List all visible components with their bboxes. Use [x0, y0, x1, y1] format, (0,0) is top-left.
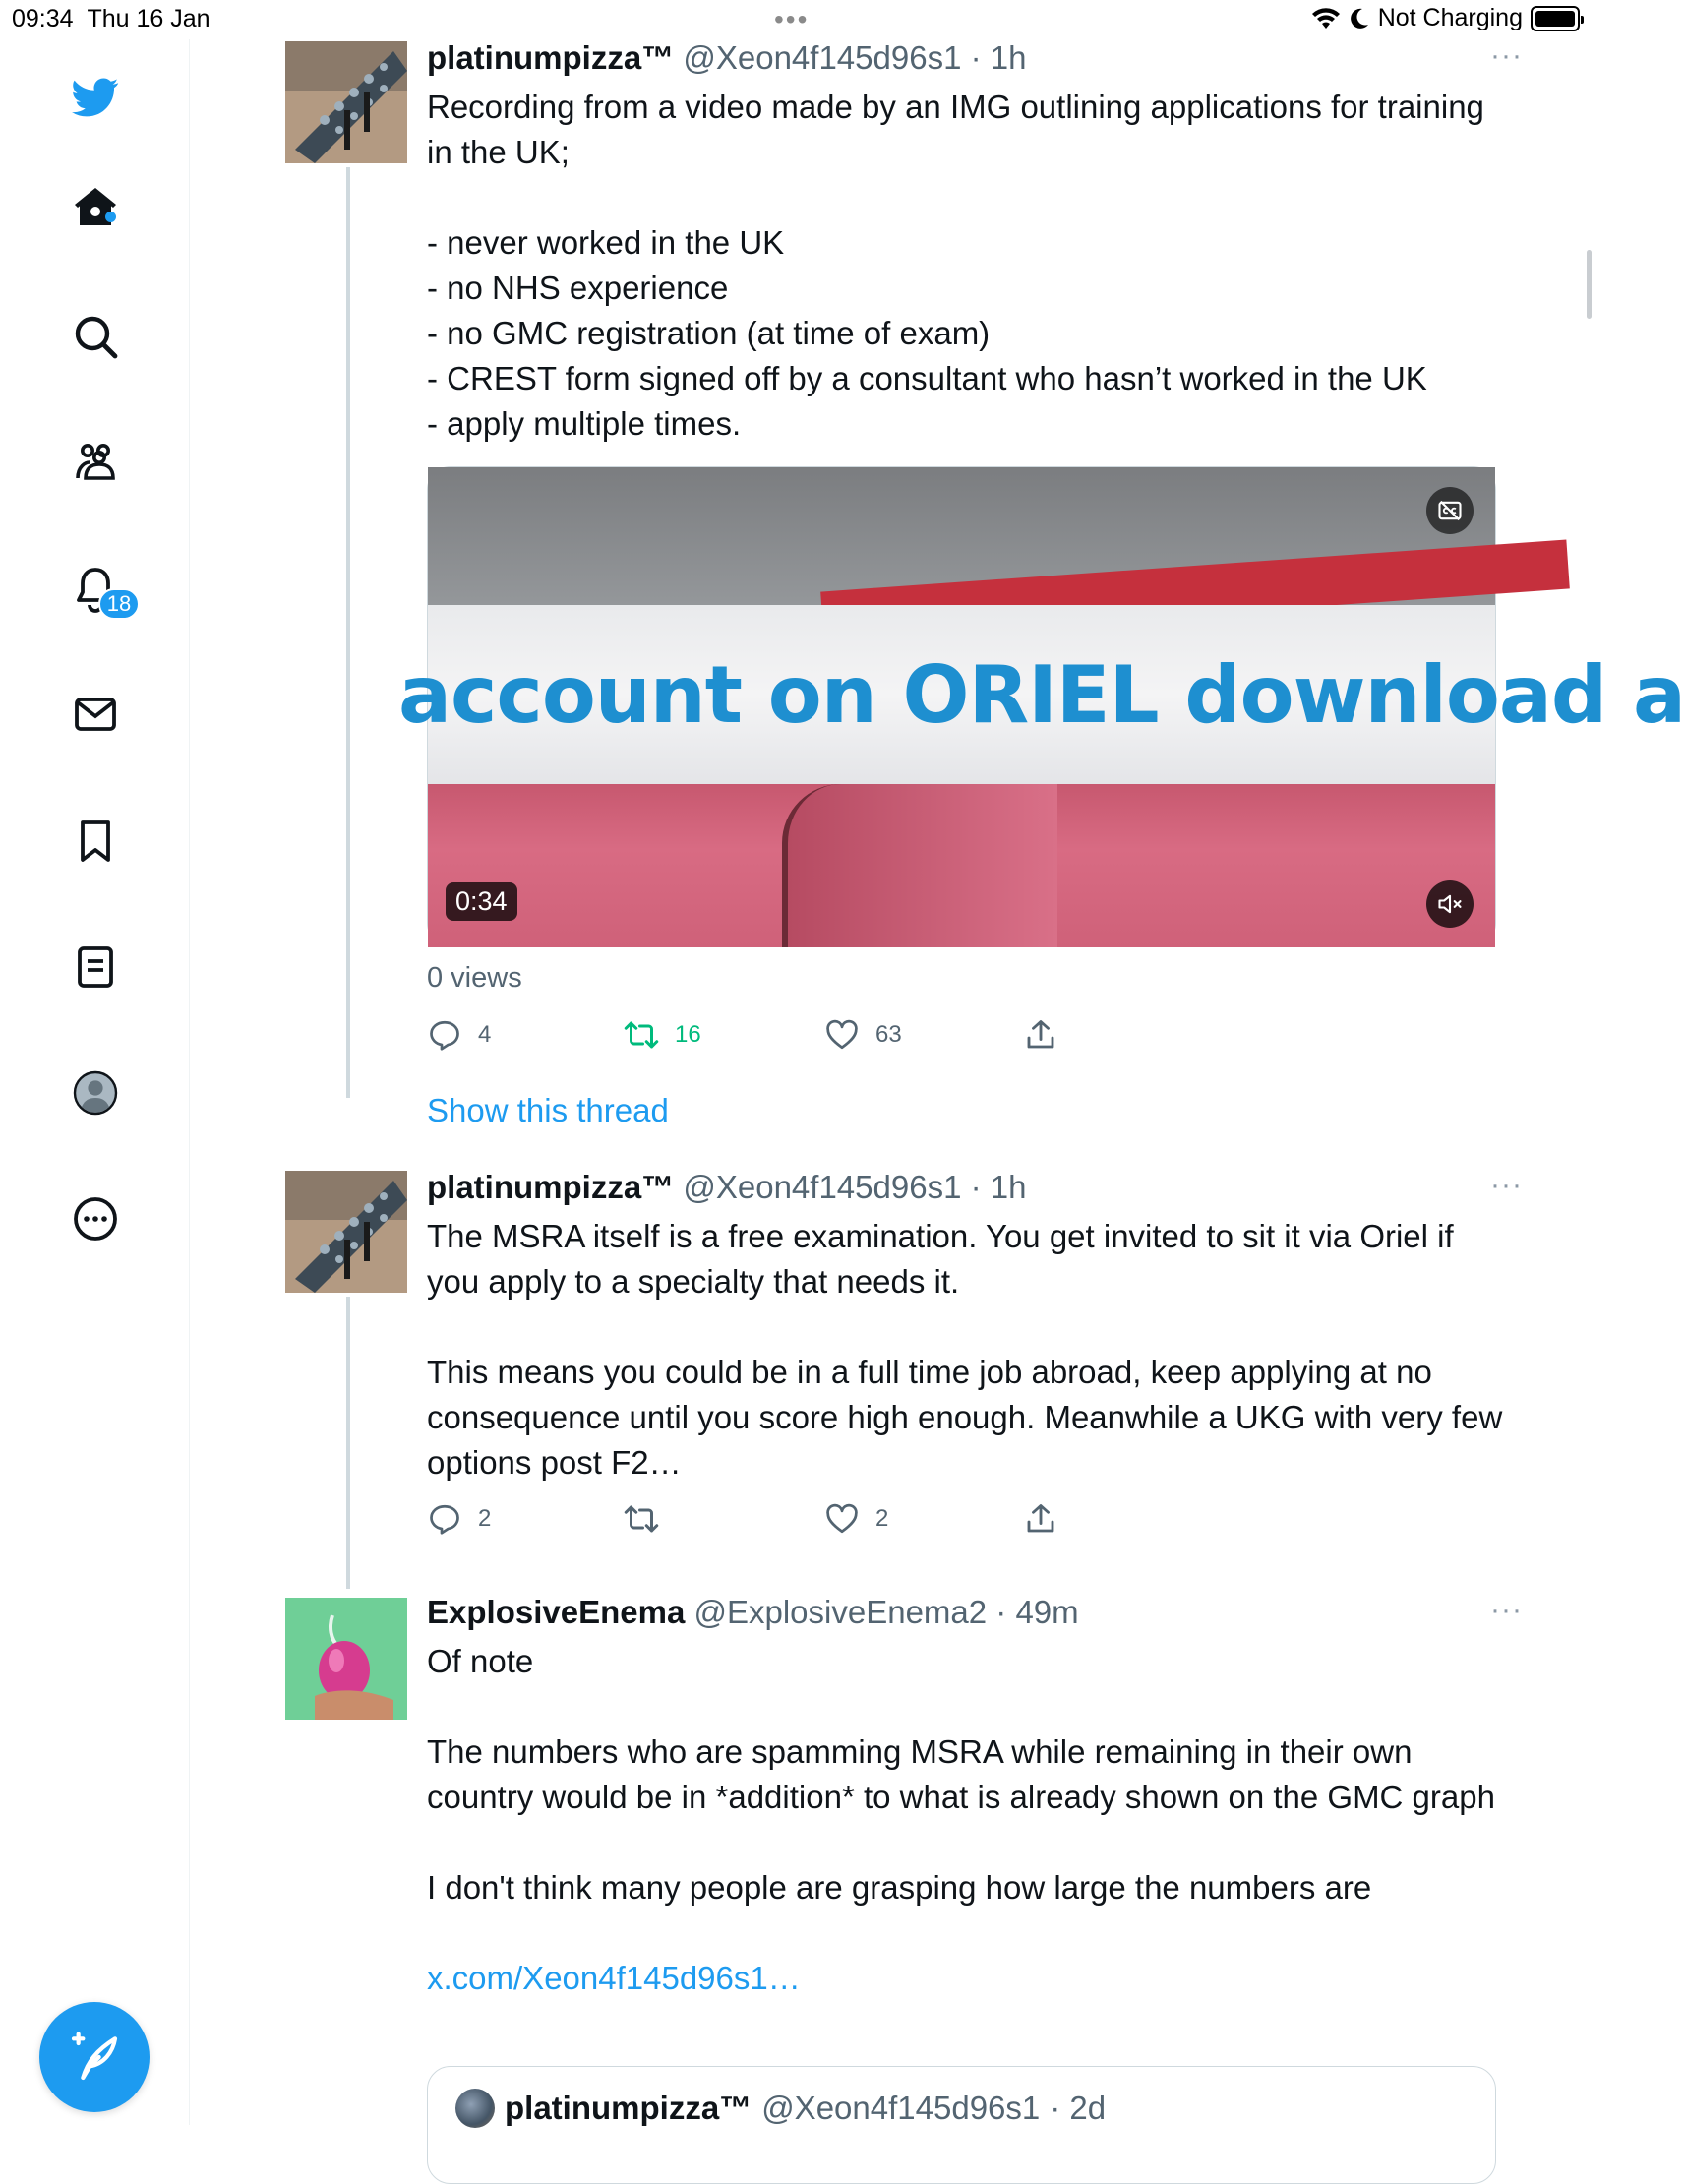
- more-circle-icon[interactable]: [65, 1188, 126, 1249]
- tweet-time[interactable]: · 49m: [995, 1594, 1079, 1630]
- video-duration: 0:34: [446, 882, 517, 921]
- tweet-time[interactable]: · 1h: [970, 39, 1027, 76]
- quoted-author-name: platinumpizza™: [505, 2090, 752, 2126]
- tweet[interactable]: [190, 1594, 1594, 2125]
- quoted-avatar: [455, 2089, 495, 2128]
- charging-status: Not Charging: [1377, 4, 1523, 31]
- tweet-text-line: [427, 175, 1509, 220]
- tweet-text-line: [427, 1820, 1509, 1865]
- scrollbar[interactable]: [1587, 250, 1592, 319]
- tweet-text-line: This means you could be in a full time job abroad, keep applying at no consequence until you score high enough. Meanwhile a UKG with very few options post F2…: [427, 1354, 1503, 1481]
- tweet-text-line: The numbers who are spamming MSRA while remaining in their own country would be in *addition* to what is already shown on the GMC graph: [427, 1733, 1495, 1815]
- sidebar-nav: [0, 39, 190, 2125]
- retweet-count: 16: [675, 1021, 701, 1048]
- tweet-text-line: Recording from a video made by an IMG outlining applications for training in the UK;: [427, 89, 1484, 170]
- tweet-time[interactable]: · 1h: [970, 1169, 1027, 1205]
- tweet-text-line: - no NHS experience: [427, 270, 729, 306]
- quoted-tweet[interactable]: [427, 2066, 1496, 2184]
- more-options-icon[interactable]: ···: [1490, 39, 1523, 72]
- like-button[interactable]: [824, 1501, 888, 1537]
- tweet-header: [427, 1169, 1026, 1206]
- tweet[interactable]: [190, 1169, 1594, 1562]
- twitter-logo-icon[interactable]: [65, 67, 126, 128]
- status-bar: [0, 0, 1594, 39]
- avatar[interactable]: [285, 1171, 407, 1293]
- tweet-header: [427, 39, 1026, 77]
- reply-button[interactable]: [427, 1501, 491, 1537]
- tweet-actions: [427, 1017, 1115, 1057]
- share-icon: [1023, 1501, 1058, 1537]
- author-handle[interactable]: @ExplosiveEnema2: [693, 1594, 988, 1630]
- view-count: 0 views: [427, 962, 522, 994]
- author-name[interactable]: ExplosiveEnema: [427, 1594, 686, 1630]
- reply-icon: [427, 1017, 462, 1053]
- like-count: 63: [875, 1021, 902, 1048]
- do-not-disturb-moon-icon: [1349, 7, 1370, 30]
- video-frame-fabric: [782, 784, 1057, 947]
- tweet-text-line: [427, 1684, 1509, 1729]
- speaker-muted-icon: [1436, 890, 1464, 918]
- reply-count: 4: [478, 1021, 492, 1048]
- avatar[interactable]: [285, 1598, 407, 1720]
- multitasking-dots[interactable]: •••: [774, 4, 810, 34]
- tweet-link[interactable]: x.com/Xeon4f145d96s1…: [427, 1960, 801, 1996]
- tweet-actions: [427, 1501, 1115, 1541]
- author-handle[interactable]: @Xeon4f145d96s1: [683, 39, 962, 76]
- status-time-date: [12, 5, 211, 33]
- retweet-icon: [624, 1017, 659, 1053]
- reply-count: 2: [478, 1505, 492, 1532]
- notifications-badge: 18: [98, 588, 140, 620]
- tweet-text-line: - no GMC registration (at time of exam): [427, 315, 991, 351]
- author-name[interactable]: platinumpizza™: [427, 1169, 675, 1205]
- battery-icon: [1531, 6, 1580, 31]
- tweet-text-line: Of note: [427, 1643, 534, 1679]
- quoted-tweet-time: · 2d: [1050, 2090, 1107, 2126]
- bookmark-icon[interactable]: [65, 811, 126, 872]
- wifi-icon: [1311, 7, 1341, 30]
- share-button[interactable]: [1023, 1501, 1058, 1537]
- captions-off-icon: [1436, 497, 1464, 524]
- share-icon: [1023, 1017, 1058, 1053]
- retweet-button[interactable]: [624, 1501, 675, 1537]
- video-caption-band: [398, 605, 1685, 784]
- tweet-text-line: I don't think many people are grasping how large the numbers are: [427, 1869, 1372, 1906]
- profile-avatar-icon[interactable]: [65, 1062, 126, 1123]
- tweet-text-line: - never worked in the UK: [427, 224, 785, 261]
- messages-envelope-icon[interactable]: [65, 684, 126, 745]
- status-date: Thu 16 Jan: [87, 5, 211, 32]
- status-time: 09:34: [12, 5, 74, 32]
- retweet-button[interactable]: [624, 1017, 701, 1053]
- search-icon[interactable]: [65, 306, 126, 367]
- compose-tweet-button[interactable]: [39, 2002, 150, 2112]
- mute-toggle-button[interactable]: [1426, 880, 1474, 928]
- more-options-icon[interactable]: ···: [1490, 1169, 1523, 1201]
- home-unread-dot: [105, 212, 116, 222]
- home-icon[interactable]: [65, 177, 126, 238]
- tweet-text-line: [427, 1911, 1509, 1956]
- heart-icon: [824, 1017, 860, 1053]
- tweet-text: [427, 1214, 1509, 1486]
- compose-tweet-icon: [67, 2030, 122, 2085]
- communities-icon[interactable]: [65, 432, 126, 493]
- tweet-text-line: - CREST form signed off by a consultant who hasn’t worked in the UK: [427, 360, 1427, 396]
- reply-icon: [427, 1501, 462, 1537]
- quoted-author-handle: @Xeon4f145d96s1: [761, 2090, 1041, 2126]
- tweet-header: [427, 1594, 1079, 1631]
- like-button[interactable]: [824, 1017, 902, 1053]
- author-handle[interactable]: @Xeon4f145d96s1: [683, 1169, 962, 1205]
- video-caption-text: account on ORIEL download a: [398, 648, 1685, 741]
- tweet-text: [427, 85, 1509, 447]
- reply-button[interactable]: [427, 1017, 491, 1053]
- tweet-video[interactable]: [398, 466, 1685, 946]
- lists-icon[interactable]: [65, 937, 126, 998]
- avatar[interactable]: [285, 41, 407, 163]
- share-button[interactable]: [1023, 1017, 1058, 1053]
- like-count: 2: [875, 1505, 889, 1532]
- show-thread-link[interactable]: Show this thread: [427, 1092, 669, 1128]
- captions-toggle-button[interactable]: [1426, 487, 1474, 534]
- quoted-tweet-header: [455, 2089, 1106, 2128]
- tweet-text: [427, 1639, 1509, 2001]
- tweet-text-line: - apply multiple times.: [427, 405, 742, 442]
- tweet-text-line: The MSRA itself is a free examination. You get invited to sit it via Oriel if you apply to a specialty that needs it.: [427, 1218, 1454, 1300]
- heart-icon: [824, 1501, 860, 1537]
- retweet-icon: [624, 1501, 659, 1537]
- status-right: [1311, 4, 1580, 32]
- more-options-icon[interactable]: ···: [1490, 1594, 1523, 1626]
- tweet-text-line: [427, 1304, 1509, 1350]
- author-name[interactable]: platinumpizza™: [427, 39, 675, 76]
